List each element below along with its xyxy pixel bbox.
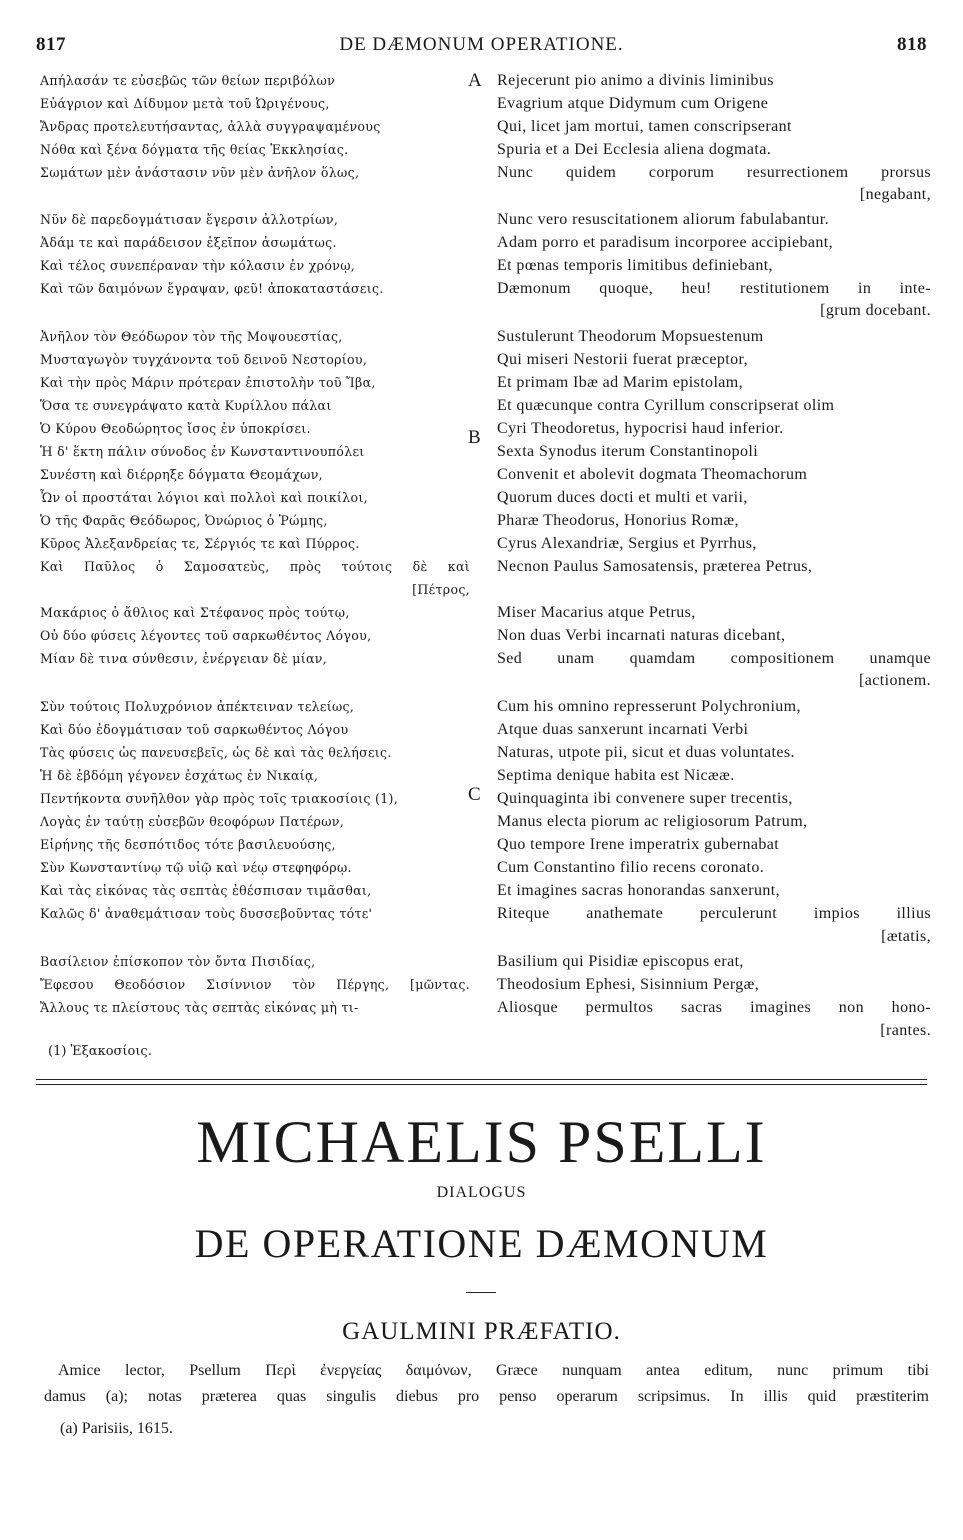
preface-title: GAULMINI PRÆFATIO. bbox=[342, 1318, 621, 1345]
running-title: DE DÆMONUM OPERATIONE. bbox=[339, 34, 624, 55]
greek-verse-line: Καὶ τὰς εἰκόνας τὰς σεπτὰς ἐθέσπισαν τιμᾶσθαι, bbox=[40, 883, 372, 898]
latin-verse-line: Sustulerunt Theodorum Mopsuestenum bbox=[497, 328, 764, 345]
latin-verse-line: [grum docebant. bbox=[820, 302, 931, 319]
greek-verse-line: Τὰς φύσεις ὡς πανευσεβεῖς, ὡς δὲ καὶ τὰς θελήσεις. bbox=[40, 745, 392, 760]
greek-verse-line: Καλῶς δ' ἀναθεμάτισαν τοὺς δυσσεβοῦντας τότε' bbox=[40, 906, 373, 921]
greek-verse-line: Σὺν τούτοις Πολυχρόνιον ἀπέκτειναν τελείως, bbox=[40, 699, 355, 714]
latin-verse-line: Pharæ Theodorus, Honorius Romæ, bbox=[497, 512, 739, 529]
greek-verse-line: Οὐ δύο φύσεις λέγοντες τοῦ σαρκωθέντος Λόγου, bbox=[40, 628, 372, 643]
latin-verse-line: Manus electa piorum ac religiosorum Patrum, bbox=[497, 813, 808, 830]
section-marker-b: B bbox=[468, 427, 481, 448]
latin-verse-line: Dæmonum quoque, heu! restitutionem in inte- bbox=[497, 280, 931, 297]
work-title: DE OPERATIONE DÆMONUM bbox=[194, 1221, 769, 1266]
greek-verse-line: Ὅσα τε συνεγράψατο κατὰ Κυρίλλου πάλαι bbox=[40, 398, 332, 413]
latin-verse-line: Spuria et a Dei Ecclesia aliena dogmata. bbox=[497, 141, 772, 158]
greek-verse-line: Πεντήκοντα συνῆλθον γὰρ πρὸς τοῖς τριακοσίοις (1), bbox=[40, 791, 399, 806]
latin-verse-line: Et imagines sacras honorandas sanxerunt, bbox=[497, 882, 781, 899]
latin-verse-line: Qui miseri Nestorii fuerat præceptor, bbox=[497, 351, 748, 368]
latin-verse-line: [negabant, bbox=[859, 186, 931, 203]
latin-verse-line: Evagrium atque Didymum cum Origene bbox=[497, 95, 769, 112]
page-header bbox=[32, 34, 931, 58]
latin-verse-line: [actionem. bbox=[859, 672, 931, 689]
latin-verse-line: Et pœnas temporis limitibus definiebant, bbox=[497, 257, 773, 274]
latin-verse-line: Sed unam quamdam compositionem unamque bbox=[497, 650, 931, 667]
preface-text bbox=[44, 1358, 929, 1410]
greek-verse-line: Καὶ τὴν πρὸς Μάριν πρότεραν ἐπιστολὴν τοῦ Ἴβα, bbox=[40, 375, 376, 390]
greek-verse-line: Ἔφεσου Θεοδόσιον Σισίννιον τὸν Πέργης, [μῶντας. bbox=[40, 977, 470, 992]
latin-verse-line: Rejecerunt pio animo a divinis liminibus bbox=[497, 72, 774, 89]
section-marker-a: A bbox=[468, 70, 482, 91]
latin-verse-line: Theodosium Ephesi, Sisinnium Pergæ, bbox=[497, 976, 760, 993]
page-number-left: 817 bbox=[36, 34, 66, 55]
greek-verse-line: Μυσταγωγὸν τυγχάνοντα τοῦ δεινοῦ Νεστορίου, bbox=[40, 352, 368, 367]
greek-verse-line: Απήλασάν τε εὐσεβῶς τῶν θείων περιβόλων bbox=[40, 73, 336, 88]
latin-verse-line: [ætatis, bbox=[881, 928, 931, 945]
latin-verse-line: [rantes. bbox=[880, 1022, 931, 1039]
preface-footnote: (a) Parisiis, 1615. bbox=[60, 1420, 173, 1437]
latin-verse-line: Naturas, utpote pii, sicut et duas voluntates. bbox=[497, 744, 795, 761]
latin-verse-line: Basilium qui Pisidiæ episcopus erat, bbox=[497, 953, 744, 970]
latin-verse-line: Riteque anathemate perculerunt impios illius bbox=[497, 905, 931, 922]
greek-verse-line: Καὶ δύο ἐδογμάτισαν τοῦ σαρκωθέντος Λόγου bbox=[40, 722, 349, 737]
main-title: MICHAELIS PSELLI bbox=[196, 1109, 767, 1175]
greek-verse-line: Εὐάγριον καὶ Δίδυμον μετὰ τοῦ Ὠριγένους, bbox=[40, 96, 330, 111]
latin-verse-line: Quinquaginta ibi convenere super trecentis, bbox=[497, 790, 793, 807]
greek-verse-line: Ἡ δὲ ἑβδόμη γέγονεν ἐσχάτως ἐν Νικαίᾳ, bbox=[40, 768, 319, 783]
divider-rule-thin bbox=[36, 1084, 927, 1085]
greek-verse-line: Σωμάτων μὲν ἀνάστασιν νῦν μὲν ἀνῆλον ὅλως, bbox=[40, 165, 360, 180]
preface-line: damus (a); notas præterea quas singulis diebus pro penso operarum scripsimus. In illis quid præstiterim bbox=[44, 1388, 929, 1405]
greek-verse-line: Μακάριος ὁ ἄθλιος καὶ Στέφανος πρὸς τούτῳ, bbox=[40, 605, 350, 620]
greek-verse-line: Καὶ τέλος συνεπέραναν τὴν κόλασιν ἐν χρόνῳ, bbox=[40, 258, 356, 273]
latin-verse-line: Atque duas sanxerunt incarnati Verbi bbox=[497, 721, 749, 738]
greek-verse-line: Καὶ τῶν δαιμόνων ἔγραψαν, φεῦ! ἀποκαταστάσεις. bbox=[40, 281, 384, 296]
latin-verse-line: Et primam Ibæ ad Marim epistolam, bbox=[497, 374, 744, 391]
greek-verse-line: Κῦρος Ἀλεξανδρείας τε, Σέργιός τε καὶ Πύρρος. bbox=[40, 536, 360, 551]
title-dash bbox=[466, 1292, 496, 1293]
greek-verse-line: Ἡ δ' ἕκτη πάλιν σύνοδος ἐν Κωνσταντινουπόλει bbox=[40, 444, 365, 459]
latin-verse-line: Cum his omnino represserunt Polychronium, bbox=[497, 698, 801, 715]
latin-verse-line: Nunc quidem corporum resurrectionem prorsus bbox=[497, 164, 931, 181]
latin-verse-line: Qui, licet jam mortui, tamen conscripserant bbox=[497, 118, 792, 135]
greek-verse-line: Ἄνδρας προτελευτήσαντας, ἀλλὰ συγγραψαμένους bbox=[40, 119, 381, 134]
greek-verse-line: Λογὰς ἐν ταύτῃ εὐσεβῶν θεοφόρων Πατέρων, bbox=[40, 814, 345, 829]
latin-verse-line: Et quæcunque contra Cyrillum conscripserat olim bbox=[497, 397, 835, 414]
greek-verse-line: Ὁ τῆς Φαρᾶς Θεόδωρος, Ὀνώριος ὁ Ῥώμης, bbox=[40, 513, 328, 528]
greek-verse-line: Ὁ Κύρου Θεοδώρητος ἴσος ἐν ὑποκρίσει. bbox=[40, 421, 311, 436]
greek-verse-line: Νῦν δὲ παρεδογμάτισαν ἔγερσιν ἀλλοτρίων, bbox=[40, 212, 339, 227]
latin-verse-line: Necnon Paulus Samosatensis, præterea Petrus, bbox=[497, 558, 813, 575]
greek-verse-line: Σὺν Κωνσταντίνῳ τῷ υἱῷ καὶ νέῳ στεφηφόρῳ. bbox=[40, 860, 352, 875]
footnote: (1) Ἐξακοσίοις. bbox=[48, 1044, 152, 1059]
greek-verse-line: Ἀνῆλον τὸν Θεόδωρον τὸν τῆς Μοψουεστίας, bbox=[40, 329, 343, 344]
latin-verse-line: Cum Constantino filio recens coronato. bbox=[497, 859, 765, 876]
greek-verse-line: Ἀδάμ τε καὶ παράδεισον ἐξεῖπον ἀσωμάτως. bbox=[40, 235, 337, 250]
page-number-right: 818 bbox=[897, 34, 927, 55]
latin-verse-line: Septima denique habita est Nicææ. bbox=[497, 767, 735, 784]
latin-verse-line: Adam porro et paradisum incorporee accipiebant, bbox=[497, 234, 834, 251]
latin-verse-line: Quo tempore Irene imperatrix gubernabat bbox=[497, 836, 780, 853]
latin-verse-line: Cyri Theodoretus, hypocrisi haud inferior. bbox=[497, 420, 784, 437]
greek-verse-line: Βασίλειον ἐπίσκοπον τὸν ὄντα Πισιδίας, bbox=[40, 954, 316, 969]
latin-verse-line: Miser Macarius atque Petrus, bbox=[497, 604, 696, 621]
subtitle: DIALOGUS bbox=[436, 1184, 527, 1201]
greek-verse-line: Εἰρήνης τῆς δεσπότιδος τότε βασιλευούσης, bbox=[40, 837, 336, 852]
greek-verse-line: Μίαν δὲ τινα σύνθεσιν, ἐνέργειαν δὲ μίαν, bbox=[40, 651, 328, 666]
greek-verse-line: Νόθα καὶ ξένα δόγματα τῆς θείας Ἐκκλησίας. bbox=[40, 142, 349, 157]
latin-verse-line: Aliosque permultos sacras imagines non hono- bbox=[497, 999, 931, 1016]
latin-verse-line: Nunc vero resuscitationem aliorum fabulabantur. bbox=[497, 211, 830, 228]
latin-verse-line: Convenit et abolevit dogmata Theomachorum bbox=[497, 466, 808, 483]
greek-verse-line: Ἄλλους τε πλείστους τὰς σεπτὰς εἰκόνας μὴ τι- bbox=[40, 1000, 359, 1015]
section-marker-c: C bbox=[468, 784, 481, 805]
divider-rule bbox=[36, 1079, 927, 1080]
latin-verse-line: Quorum duces docti et multi et varii, bbox=[497, 489, 748, 506]
latin-verse-line: Non duas Verbi incarnati naturas dicebant, bbox=[497, 627, 786, 644]
latin-verse-line: Cyrus Alexandriæ, Sergius et Pyrrhus, bbox=[497, 535, 757, 552]
greek-verse-line: [Πέτρος, bbox=[412, 582, 470, 597]
latin-verse-line: Sexta Synodus iterum Constantinopoli bbox=[497, 443, 759, 460]
greek-verse-line: Ὧν οἱ προστάται λόγιοι καὶ πολλοὶ καὶ ποικίλοι, bbox=[40, 490, 368, 505]
greek-verse-line: Συνέστη καὶ διέρρηξε δόγματα Θεομάχων, bbox=[40, 467, 323, 482]
preface-line: Amice lector, Psellum Περὶ ἐνεργείας δαιμόνων, Græce nunquam antea editum, nunc primum tibi bbox=[58, 1362, 929, 1379]
greek-verse-line: Καὶ Παῦλος ὁ Σαμοσατεὺς, πρὸς τούτοις δὲ καὶ bbox=[40, 559, 470, 574]
